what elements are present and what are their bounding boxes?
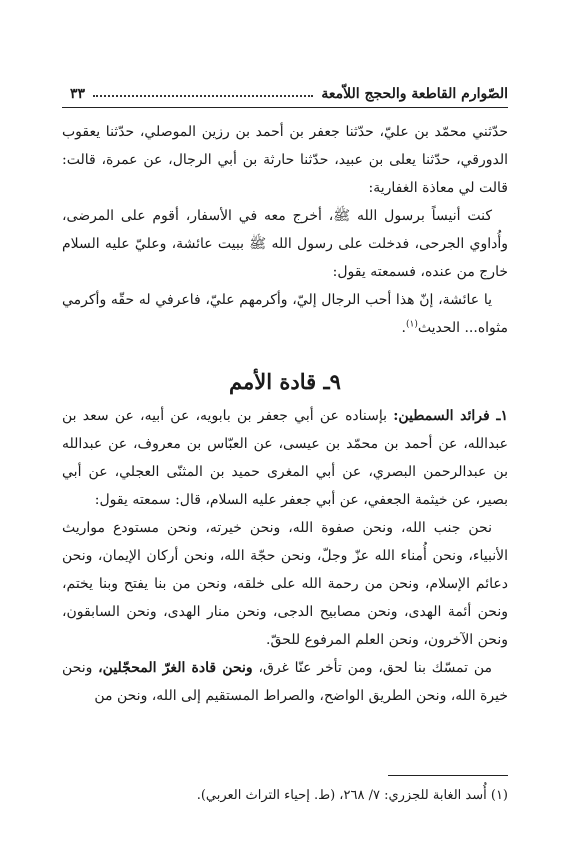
item-text: بإسناده عن أبي جعفر بن بابويه، عن أبيه، عن سعد بن عبدالله، عن أحمد بن محمّد بن عيسى، عن العبّاس بن معروف، عن عبدالله بن عبدالرحمن البصري، عن أبي المغرى حميد بن المثنّى العجلي، عن أبي بصير، عن خيثمة الجعفي، عن أبي جعفر عليه السلام، قال: سمعته يقول:: [62, 408, 508, 508]
last-paragraph-end: ونحن خيرة الله، ونحن الطريق الواضح، والصراط المستقيم إلى الله، ونحن من: [62, 660, 508, 704]
last-paragraph-bold: ونحن قادة الغرّ المحجّلين،: [98, 660, 253, 676]
header-dot-leader: [93, 95, 313, 97]
hadith-text: يا عائشة، إنّ هذا أحب الرجال إليّ، وأكرمهم عليّ، فاعرفي له حقّه وأكرمي مثواه... الحديث: [62, 292, 508, 336]
section-title: ٩ـ قادة الأمم: [229, 369, 341, 394]
last-paragraph: [62, 654, 508, 710]
footnote-marker: (١): [405, 319, 418, 330]
page-body: [62, 118, 508, 710]
footnote-rule: [388, 775, 508, 776]
paragraph-narration: كنت أنيساً برسول الله ﷺ، أخرج معه في الأسفار، أقوم على المرضى، وأُداوي الجرحى، فدخلت على رسول الله ﷺ ببيت عائشة، وعليّ عليه السلام خارج من عنده، فسمعته يقول:: [62, 208, 508, 280]
page-number: ٣٣: [70, 86, 86, 102]
running-header: [70, 76, 508, 102]
footnote: (١) أُسد الغابة للجزري: ٧/ ٢٦٨، (ط. إحياء التراث العربي).: [196, 788, 508, 803]
item-paragraph: [62, 402, 508, 514]
last-paragraph-start: من تمسّك بنا لحق، ومن تأخر عنّا غرق،: [252, 660, 492, 676]
paragraph-hadith: يا عائشة، إنّ هذا أحب الرجال إليّ، وأكرمهم عليّ، فاعرفي له حقّه وأكرمي مثواه... الحديث$^{(١)}$.: [62, 292, 508, 336]
paragraph-chain: حدّثني محمّد بن عليّ، حدّثنا جعفر بن أحمد بن رزين الموصلي، حدّثنا يعقوب الدورقي، حدّثنا يعلى بن عبيد، حدّثنا حارثة بن أبي الرجال، عن عمرة، قالت: قالت لي معاذة الغفارية:: [62, 124, 508, 196]
running-header-title: الصّوارم القاطعة والحجج اللاّمعة: [321, 86, 508, 102]
header-rule: [62, 107, 508, 108]
quote-paragraph: نحن جنب الله، ونحن صفوة الله، ونحن خيرته، ونحن مستودع مواريث الأنبياء، ونحن أُمناء الله عزّ وجلّ، ونحن حجّة الله، ونحن أركان الإيمان، ونحن دعائم الإسلام، ونحن من رحمة الله على خلقه، ونحن من بنا يفتح وبنا يختم، ونحن أئمة الهدى، ونحن مصابيح الدجى، ونحن منار الهدى، ونحن السابقون، ونحن الآخرون، ونحن العلم المرفوع للحقّ.: [62, 520, 508, 648]
item-label: ١ـ فرائد السمطين:: [393, 408, 508, 424]
